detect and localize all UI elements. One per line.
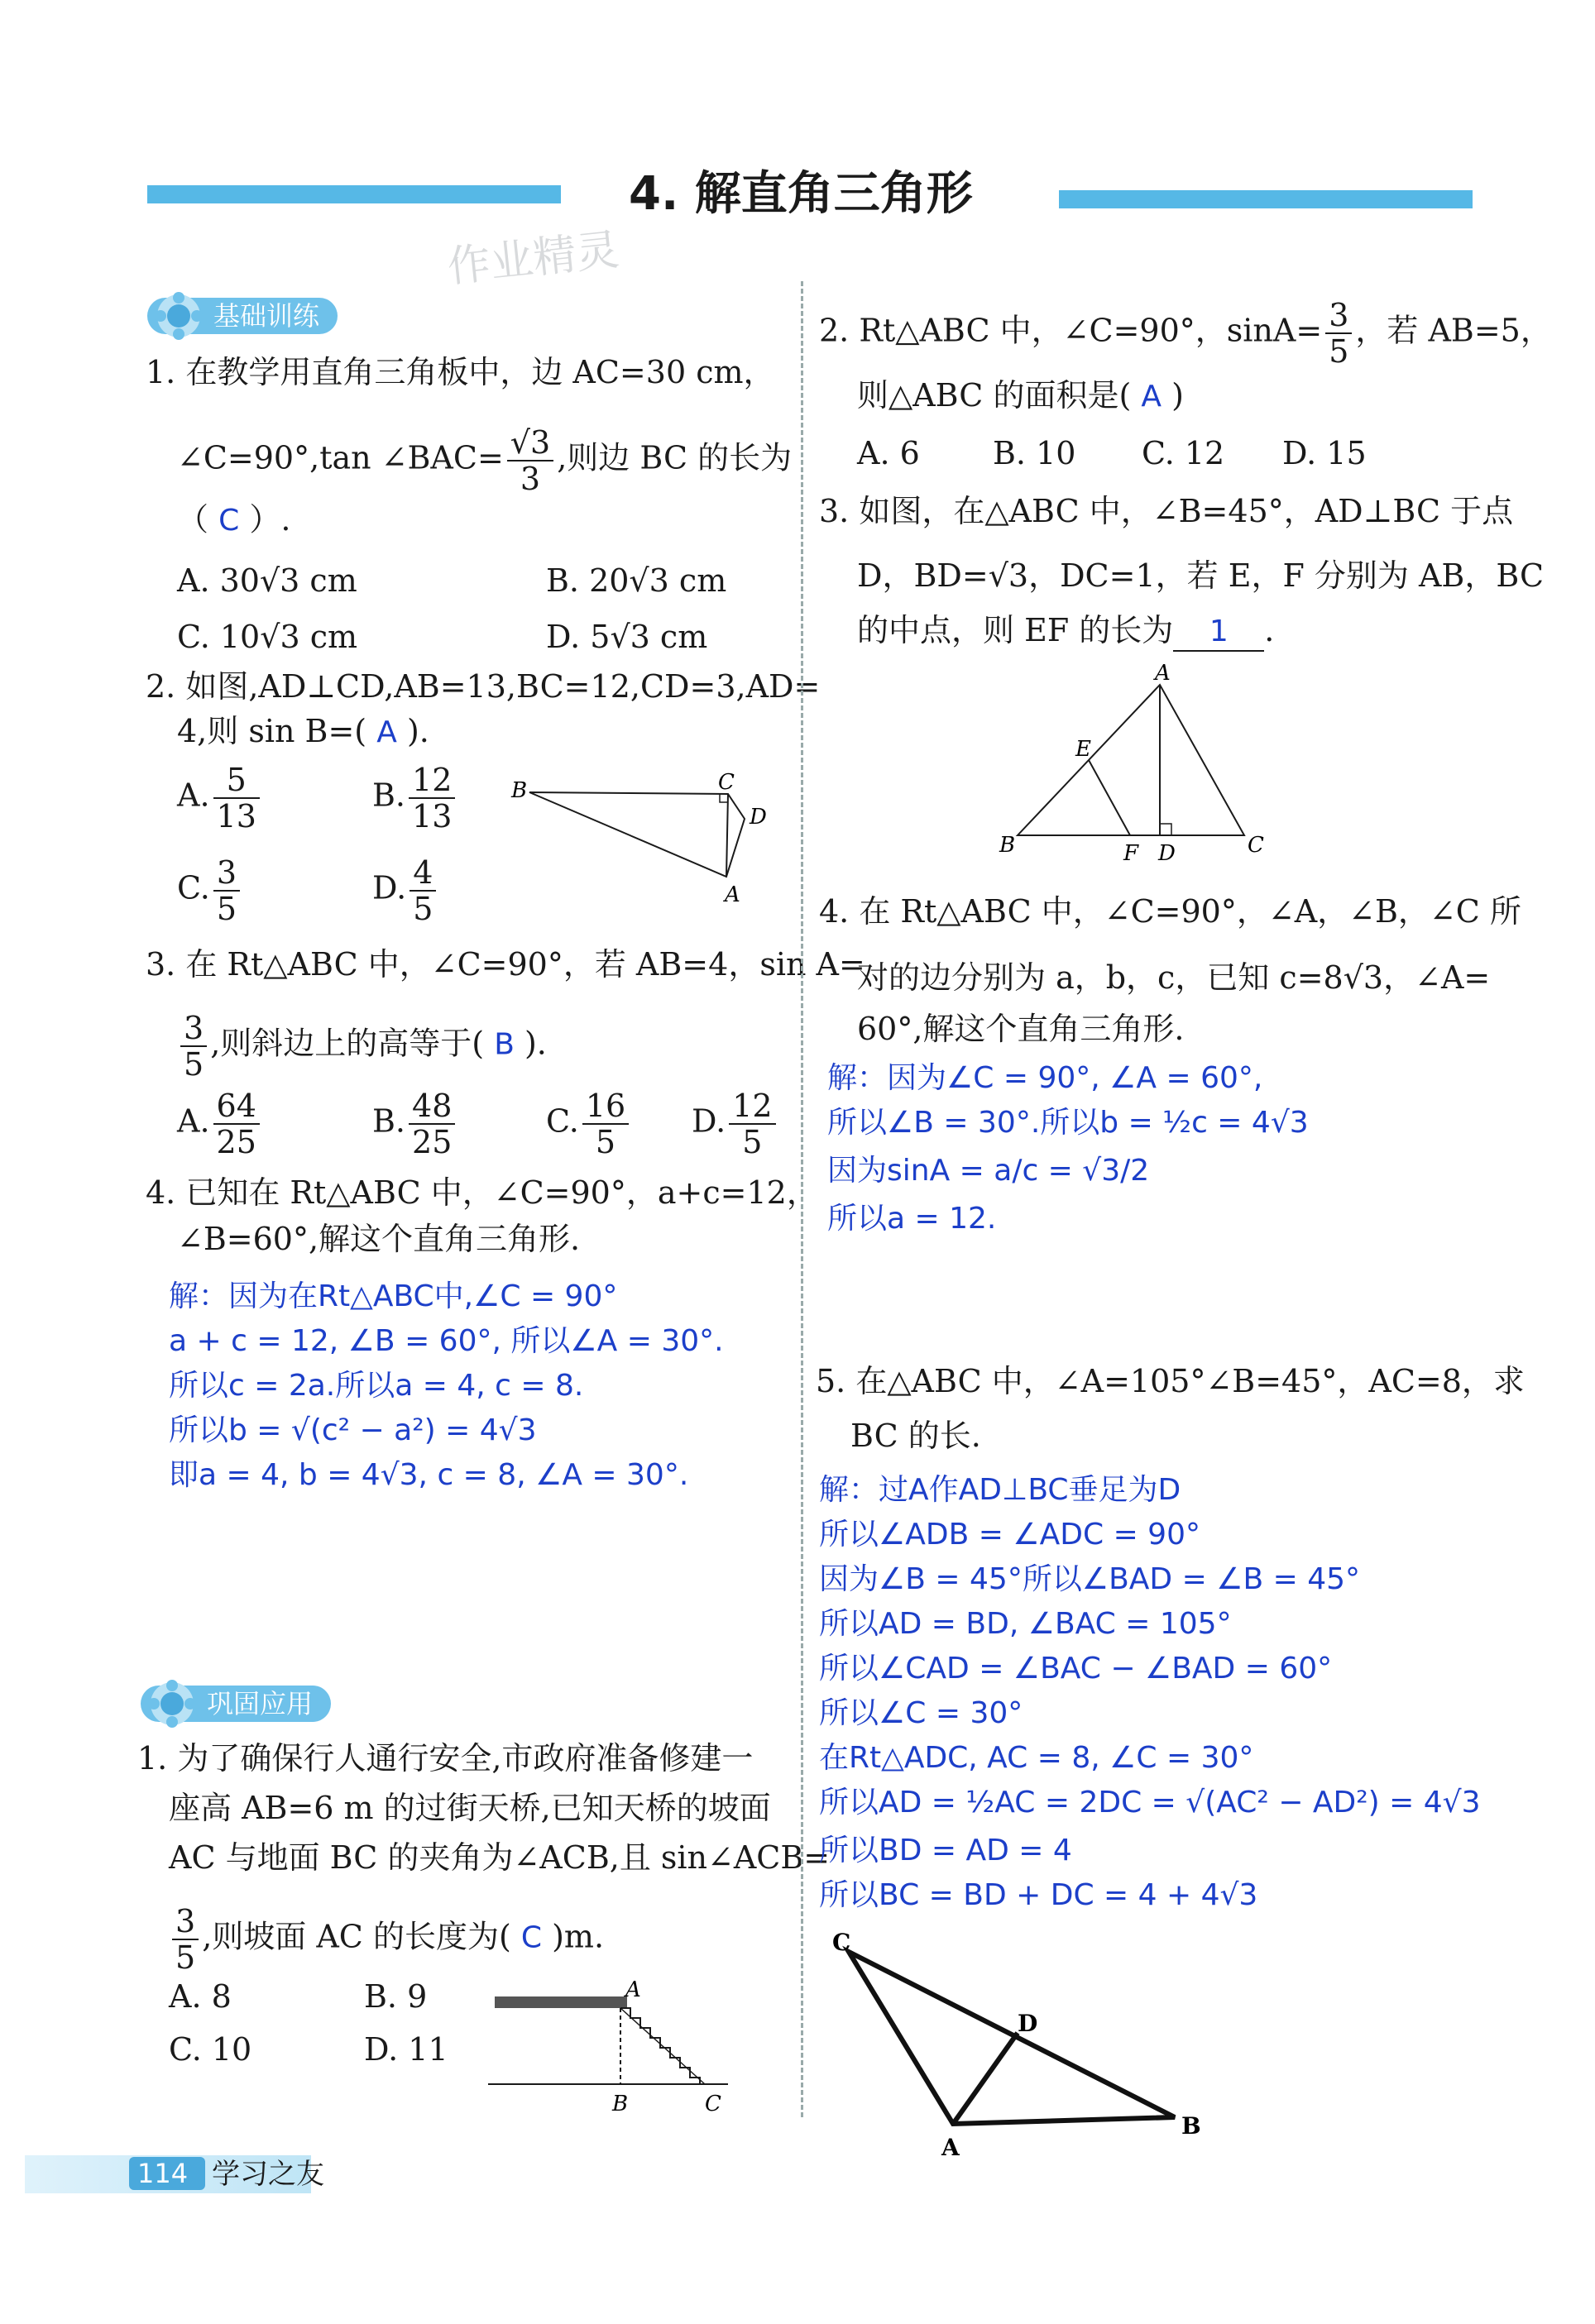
r-q5-line2: BC 的长. — [850, 1418, 981, 1454]
r-q2-option-b: B. 10 — [993, 435, 1076, 471]
q2-option-b: B. $\frac{12}{13}$ — [372, 763, 458, 834]
section-flower-icon — [152, 289, 205, 342]
q3-option-a: A. $\frac{64}{25}$ — [177, 1088, 263, 1160]
r-q4-line1: 4. 在 Rt△ABC 中，∠C=90°，∠A，∠B，∠C 所 — [819, 893, 1521, 930]
r-q3-fig-label-c: C — [1248, 833, 1264, 858]
r-q5-figure — [827, 1927, 1224, 2159]
r-q3-figure — [993, 662, 1291, 868]
q4-line2: ∠B=60°,解这个直角三角形. — [177, 1221, 581, 1257]
q2-fig-label-b: B — [511, 778, 528, 803]
q4-solution-1: 解：因为在Rt△ABC中,∠C = 90° — [169, 1279, 618, 1313]
r-q5-solution-5: 所以∠CAD = ∠BAC − ∠BAD = 60° — [819, 1652, 1333, 1686]
q4-line1: 4. 已知在 Rt△ABC 中，∠C=90°，a+c=12， — [146, 1174, 818, 1211]
q4-solution-5: 即a = 4, b = 4√3, c = 8, ∠A = 30°. — [169, 1458, 689, 1492]
q3-line2: $\frac{3}{5}$ ,则斜边上的高等于( B ). — [177, 1011, 547, 1082]
app1-answer: C — [520, 1920, 543, 1955]
q1-option-d: D. 5√3 cm — [546, 619, 708, 655]
title-bar-right — [1059, 190, 1473, 208]
q2-line2: 4,则 sin B=( A ). — [177, 713, 429, 749]
r-q4-solution-3: 因为sinA = a/c = √3/2 — [827, 1154, 1150, 1188]
app1-line1: 1. 为了确保行人通行安全,市政府准备修建一 — [137, 1740, 754, 1776]
q2-option-d: D. $\frac{4}{5}$ — [372, 855, 439, 926]
r-q4-line2: 对的边分别为 a，b，c，已知 c=8√3，∠A= — [857, 959, 1491, 996]
r-q5-solution-1: 解：过A作AD⊥BC垂足为D — [819, 1473, 1181, 1507]
r-q3-line3: 的中点，则 EF 的长为 1 . — [857, 612, 1274, 652]
section-badge-basic-label: 基础训练 — [213, 300, 320, 332]
r-q5-fig-label-d: D — [1018, 2010, 1038, 2037]
r-q3-line1: 3. 如图，在△ABC 中，∠B=45°，AD⊥BC 于点 — [819, 493, 1514, 529]
r-q2-option-a: A. 6 — [857, 435, 920, 471]
r-q4-line3: 60°,解这个直角三角形. — [857, 1011, 1185, 1047]
q1-fraction: $\frac{√3}{3}$ — [507, 425, 553, 496]
section-badge-consolidate — [141, 1686, 331, 1722]
q1-line3: （ C ）. — [177, 501, 291, 538]
r-q5-solution-8: 所以AD = ½AC = 2DC = √(AC² − AD²) = 4√3 — [819, 1786, 1481, 1820]
r-q2-answer: A — [1141, 380, 1162, 414]
r-q5-fig-label-c: C — [832, 1929, 851, 1956]
q2-option-a: A. $\frac{5}{13}$ — [177, 763, 263, 834]
r-q3-answer: 1 — [1209, 614, 1229, 648]
app1-line4: $\frac{3}{5}$ ,则坡面 AC 的长度为( C )m. — [169, 1904, 604, 1975]
app1-option-b: B. 9 — [364, 1978, 428, 2015]
q1-line1: 1. 在教学用直角三角板中，边 AC=30 cm， — [146, 354, 775, 390]
q4-solution-3: 所以c = 2a.所以a = 4, c = 8. — [169, 1369, 584, 1403]
q1-line2: ∠C=90°,tan ∠BAC= $\frac{√3}{3}$ ,则边 BC 的长为 — [177, 424, 793, 497]
r-q2-line2: 则△ABC 的面积是( A ) — [857, 377, 1184, 414]
q2-fig-label-c: C — [718, 770, 735, 795]
q2-fig-label-a: A — [725, 882, 740, 901]
app1-option-c: C. 10 — [169, 2031, 252, 2068]
app1-option-a: A. 8 — [169, 1978, 232, 2015]
footer-brand: 学习之友 — [212, 2158, 324, 2191]
r-q3-fig-label-f: F — [1123, 841, 1139, 866]
r-q2-option-c: C. 12 — [1142, 435, 1225, 471]
q3-option-d: D. $\frac{12}{5}$ — [692, 1088, 779, 1160]
q1-option-a: A. 30√3 cm — [177, 562, 357, 599]
r-q5-solution-6: 所以∠C = 30° — [819, 1696, 1023, 1730]
app1-fig-label-c: C — [705, 2092, 721, 2116]
q3-line1: 3. 在 Rt△ABC 中，∠C=90°，若 AB=4，sin A= — [146, 946, 865, 983]
app1-fig-label-b: B — [612, 2092, 629, 2116]
r-q3-fig-label-b: B — [999, 833, 1016, 858]
page-title: 4. 解直角三角形 — [629, 167, 973, 221]
r-q4-solution-2: 所以∠B = 30°.所以b = ½c = 4√3 — [827, 1106, 1309, 1140]
section-badge-consolidate-label: 巩固应用 — [207, 1688, 314, 1719]
title-bar-left — [147, 185, 561, 203]
r-q3-fig-label-d: D — [1158, 841, 1176, 866]
r-q4-solution-4: 所以a = 12. — [827, 1202, 997, 1236]
watermark: 作业精灵 — [445, 225, 622, 293]
r-q5-solution-2: 所以∠ADB = ∠ADC = 90° — [819, 1518, 1200, 1552]
q1-option-b: B. 20√3 cm — [546, 562, 727, 599]
q1-answer: C — [218, 504, 240, 538]
r-q3-line2: D，BD=√3，DC=1，若 E，F 分别为 AB，BC — [857, 557, 1545, 594]
r-q5-line1: 5. 在△ABC 中，∠A=105°∠B=45°，AC=8，求 — [816, 1363, 1525, 1399]
q3-option-c: C. $\frac{16}{5}$ — [546, 1088, 632, 1160]
section-flower-icon — [146, 1677, 199, 1730]
page-number: 114 — [137, 2158, 189, 2189]
r-q3-fig-label-a: A — [1155, 662, 1171, 686]
app1-option-d: D. 11 — [364, 2031, 448, 2068]
section-badge-basic — [147, 298, 338, 334]
r-q5-fig-label-b: B — [1181, 2112, 1201, 2140]
q2-option-c: C. $\frac{3}{5}$ — [177, 855, 243, 926]
r-q3-fig-label-e: E — [1075, 737, 1091, 762]
app1-line2: 座高 AB=6 m 的过街天桥,已知天桥的坡面 — [169, 1790, 771, 1826]
q4-solution-2: a + c = 12, ∠B = 60°, 所以∠A = 30°. — [169, 1324, 724, 1358]
r-q5-solution-9: 所以BD = AD = 4 — [819, 1834, 1072, 1867]
q2-answer: A — [376, 715, 397, 749]
q2-fig-label-d: D — [750, 805, 767, 830]
r-q5-solution-3: 因为∠B = 45°所以∠BAD = ∠B = 45° — [819, 1562, 1361, 1596]
app1-figure — [488, 1968, 736, 2117]
r-q5-fig-label-a: A — [941, 2134, 960, 2159]
r-q5-solution-4: 所以AD = BD, ∠BAC = 105° — [819, 1607, 1232, 1641]
q2-line1: 2. 如图,AD⊥CD,AB=13,BC=12,CD=3,AD= — [146, 668, 821, 705]
app1-line3: AC 与地面 BC 的夹角为∠ACB,且 sin∠ACB= — [169, 1839, 831, 1876]
q3-option-b: B. $\frac{48}{25}$ — [372, 1088, 458, 1160]
r-q5-solution-10: 所以BC = BD + DC = 4 + 4√3 — [819, 1878, 1258, 1912]
column-divider — [801, 281, 803, 2117]
q1-option-c: C. 10√3 cm — [177, 619, 358, 655]
r-q5-solution-7: 在Rt△ADC, AC = 8, ∠C = 30° — [819, 1741, 1254, 1775]
r-q2-line1: 2. Rt△ABC 中，∠C=90°，sinA= $\frac{3}{5}$ ，若 AB=5， — [819, 297, 1552, 370]
app1-fig-label-a: A — [625, 1977, 641, 2002]
q2-figure — [496, 761, 794, 901]
r-q4-solution-1: 解：因为∠C = 90°, ∠A = 60°, — [827, 1061, 1263, 1095]
q3-answer: B — [494, 1027, 515, 1062]
q4-solution-4: 所以b = √(c² − a²) = 4√3 — [169, 1413, 537, 1447]
r-q2-option-d: D. 15 — [1282, 435, 1367, 471]
